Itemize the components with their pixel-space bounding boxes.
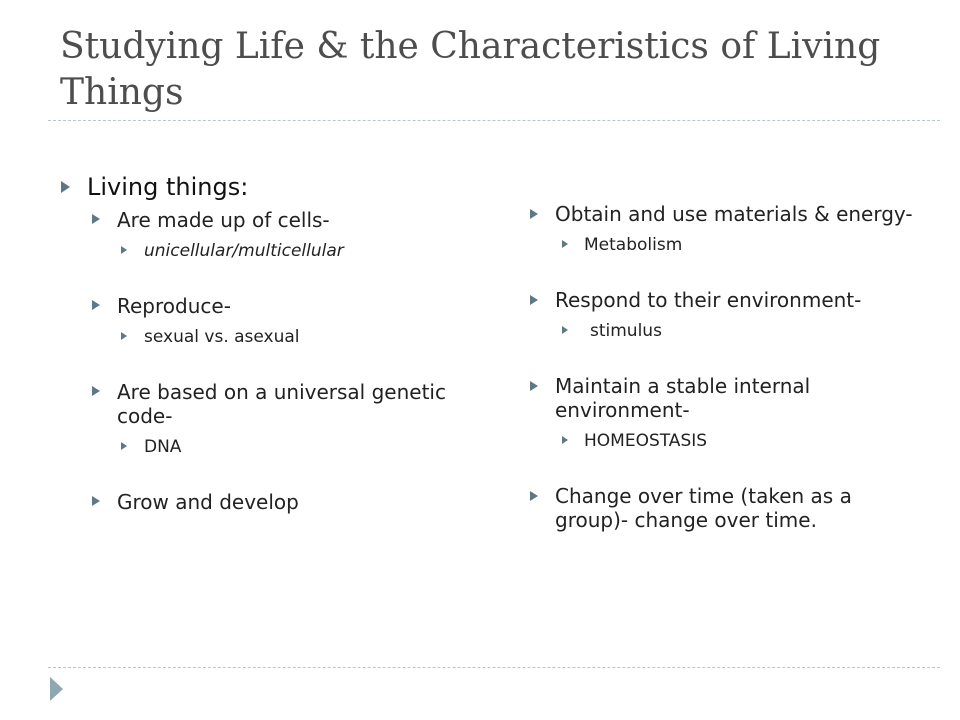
item-label: Reproduce-: [117, 294, 231, 318]
list-item: [528, 484, 928, 532]
sub-item-label: Metabolism: [584, 235, 683, 255]
sub-item-label: HOMEOSTASIS: [584, 431, 708, 451]
list-item: [60, 208, 460, 232]
bullet-icon: [530, 295, 538, 305]
bullet-icon: [92, 386, 100, 396]
list-item: [528, 374, 928, 422]
bullet-icon: [121, 442, 127, 450]
bullet-icon: [92, 214, 100, 224]
bullet-icon: [61, 181, 70, 193]
item-label: Respond to their environment-: [555, 288, 862, 312]
item-label: Obtain and use materials & energy-: [555, 202, 913, 226]
list-item: [60, 490, 460, 514]
list-item: [60, 380, 460, 428]
top-divider: [48, 120, 940, 121]
bullet-icon: [121, 332, 127, 340]
bullet-icon: [92, 496, 100, 506]
bullet-icon: [530, 491, 538, 501]
sub-item-label: sexual vs. asexual: [144, 327, 300, 347]
sub-list-item: [60, 436, 460, 458]
sub-list-item: [528, 320, 928, 342]
list-item: [528, 288, 928, 312]
bullet-icon: [562, 240, 568, 248]
bullet-icon: [92, 300, 100, 310]
sub-list-item: [60, 326, 460, 348]
sub-item-label: stimulus: [590, 321, 662, 341]
living-things-heading: [60, 172, 460, 202]
sub-list-item: [528, 234, 928, 256]
bottom-divider: [48, 667, 940, 668]
bullet-icon: [121, 246, 127, 254]
item-label: Maintain a stable internal environment-: [555, 374, 811, 422]
bullet-icon: [562, 436, 568, 444]
bullet-icon: [530, 209, 538, 219]
item-label: Grow and develop: [117, 490, 299, 514]
list-item: [60, 294, 460, 318]
slide-title: Studying Life & the Characteristics of Living Things: [60, 26, 881, 113]
item-label: Change over time (taken as a group)- change over time.: [555, 484, 852, 532]
list-item: [528, 202, 928, 226]
item-label: Are made up of cells-: [117, 208, 330, 232]
sub-item-label: unicellular/multicellular: [144, 241, 344, 261]
sub-list-item: [60, 240, 460, 262]
sub-item-label: DNA: [144, 437, 182, 457]
left-column: [60, 172, 460, 514]
bullet-icon: [562, 326, 568, 334]
slide-corner-arrow-icon: [50, 677, 63, 701]
bullet-icon: [530, 381, 538, 391]
right-column: [528, 196, 928, 532]
sub-list-item: [528, 430, 928, 452]
item-label: Are based on a universal genetic code-: [117, 380, 446, 428]
heading-text: Living things:: [87, 173, 249, 201]
